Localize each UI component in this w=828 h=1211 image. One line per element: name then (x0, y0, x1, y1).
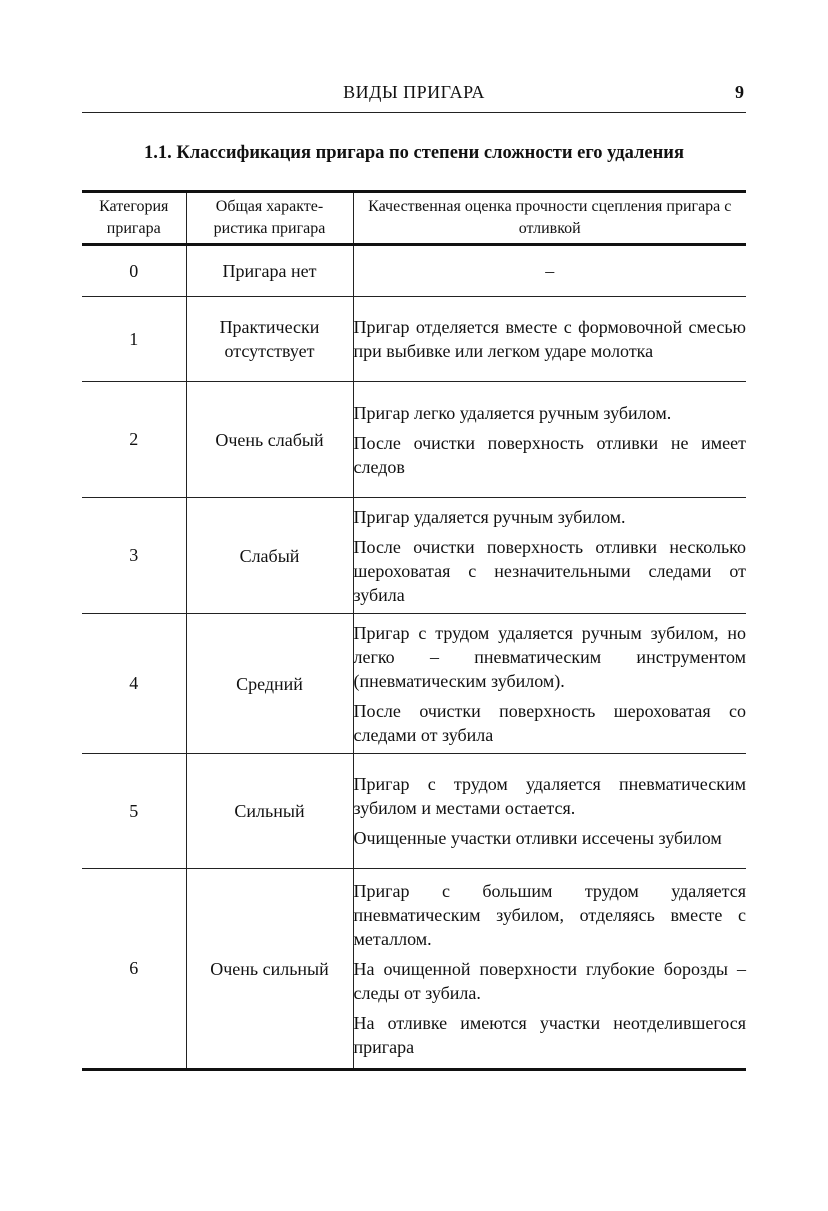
assessment-cell (353, 869, 746, 1070)
characteristic-cell: Очень сильный (186, 869, 353, 1070)
running-header (82, 78, 746, 113)
table-row (82, 297, 746, 382)
assessment-text: После очистки поверхность шероховатая со следами от зубила (353, 700, 746, 745)
characteristic-cell: Слабый (186, 498, 353, 614)
assessment-text: Пригар с большим трудом удаляется пневматическим зубилом, отделяясь вместе с металлом. (353, 880, 746, 949)
classification-table (82, 190, 746, 1071)
page-number: 9 (735, 82, 744, 102)
table-row (82, 382, 746, 498)
category-cell: 4 (82, 614, 186, 754)
assessment-cell (353, 382, 746, 498)
assessment-cell (353, 754, 746, 869)
assessment-text: На очищенной поверхности глубокие борозды – следы от зубила. (353, 958, 746, 1003)
characteristic-cell: Сильный (186, 754, 353, 869)
assessment-text: – (545, 261, 555, 281)
table-title: 1.1. Классификация пригара по степени сложности его удаления (144, 143, 684, 163)
assessment-text: Пригар с трудом удаляется ручным зубилом, но легко – пневматическим инструментом (пневматическим зубилом). (353, 622, 746, 691)
assessment-text: На отливке имеются участки неотделившегося пригара (353, 1012, 746, 1057)
assessment-text: Пригар отделяется вместе с формовочной смесью при выбивке или легком ударе молотка (353, 317, 746, 361)
assessment-cell (353, 297, 746, 382)
characteristic-cell: Средний (186, 614, 353, 754)
characteristic-cell: Пригара нет (186, 245, 353, 297)
column-header-category: Категория пригара (82, 192, 186, 245)
characteristic-cell: Очень слабый (186, 382, 353, 498)
assessment-text: Очищенные участки отливки иссечены зубилом (353, 828, 722, 848)
table-header-row (82, 192, 746, 245)
assessment-text: Пригар легко удаляется ручным зубилом. (353, 402, 672, 423)
category-cell: 3 (82, 498, 186, 614)
assessment-text: После очистки поверхность отливки несколько шероховатая с незначительными следами от зубила (353, 536, 746, 605)
table-row (82, 869, 746, 1070)
assessment-text: После очистки поверхность отливки не имеет следов (353, 432, 746, 477)
category-cell: 0 (82, 245, 186, 297)
assessment-text: Пригар с трудом удаляется пневматическим зубилом и местами остается. (353, 774, 746, 818)
assessment-cell (353, 245, 746, 297)
running-title: ВИДЫ ПРИГАРА (343, 82, 485, 102)
category-cell: 6 (82, 869, 186, 1070)
assessment-cell (353, 498, 746, 614)
assessment-text: Пригар удаляется ручным зубилом. (353, 506, 626, 527)
table-row (82, 245, 746, 297)
characteristic-cell: Практически отсутствует (186, 297, 353, 382)
category-cell: 5 (82, 754, 186, 869)
column-header-assessment: Качественная оценка прочности сцепления пригара с отливкой (353, 192, 746, 245)
column-header-characteristic: Общая характе-ристика пригара (186, 192, 353, 245)
table-row (82, 754, 746, 869)
category-cell: 2 (82, 382, 186, 498)
category-cell: 1 (82, 297, 186, 382)
assessment-cell (353, 614, 746, 754)
table-row (82, 614, 746, 754)
table-row (82, 498, 746, 614)
